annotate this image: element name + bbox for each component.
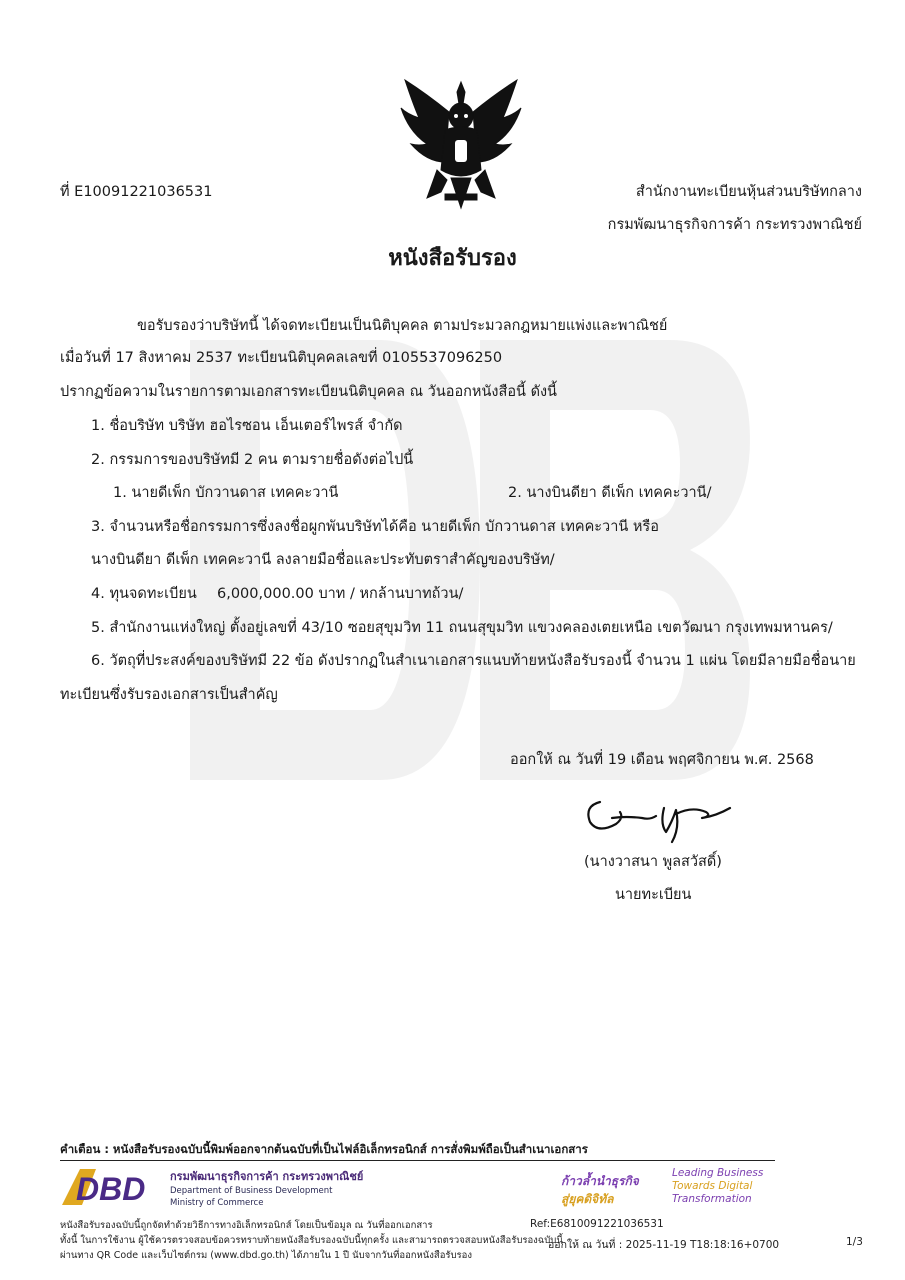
footer-note-1: หนังสือรับรองฉบับนี้ถูกจัดทำด้วยวิธีการทางอิเล็กทรอนิกส์ โดยเป็นข้อมูล ณ วันที่ออกเอกสาร <box>60 1220 433 1231</box>
document-number: ที่ E10091221036531 <box>60 184 213 200</box>
item-head-office: 5. สำนักงานแห่งใหญ่ ตั้งอยู่เลขที่ 43/10 ซอยสุขุมวิท 11 ถนนสุขุมวิท แขวงคลองเตยเหนือ เขตวัฒนา กรุงเทพมหานคร/ <box>91 620 833 636</box>
ministry-name-en: Ministry of Commerce <box>170 1198 264 1208</box>
dbd-logo-text: DBD <box>76 1171 146 1207</box>
item-objectives-cont: ทะเบียนซึ่งรับรองเอกสารเป็นสำคัญ <box>60 687 278 703</box>
warning-note: คำเตือน : หนังสือรับรองฉบับนี้พิมพ์ออกจากต้นฉบับที่เป็นไฟล์อิเล็กทรอนิกส์ การสั่งพิมพ์ถือเป็นสำเนาเอกสาร <box>60 1142 588 1156</box>
slogan-en <box>672 1167 763 1206</box>
dbd-logo <box>62 1165 162 1207</box>
item-directors: 2. กรรมการของบริษัทมี 2 คน ตามรายชื่อดังต่อไปนี้ <box>91 452 414 468</box>
registrar-name: (นางวาสนา พูลสวัสดิ์) <box>584 854 722 870</box>
issued-timestamp: ออกให้ ณ วันที่ : 2025-11-19 T18:18:16+0700 <box>548 1239 780 1251</box>
intro-line-2: เมื่อวันที่ 17 สิงหาคม 2537 ทะเบียนนิติบุคคลเลขที่ 0105537096250 <box>60 350 503 366</box>
item-capital-value: 6,000,000.00 บาท / หกล้านบาทถ้วน/ <box>217 586 464 602</box>
office-name: สำนักงานทะเบียนหุ้นส่วนบริษัทกลาง <box>635 184 862 200</box>
slogan-th-line1: ก้าวล้ำนำธุรกิจ <box>561 1174 639 1188</box>
intro-line-1: ขอรับรองว่าบริษัทนี้ ได้จดทะเบียนเป็นนิติบุคคล ตามประมวลกฎหมายแพ่งและพาณิชย์ <box>137 318 668 334</box>
page-title: หนังสือรับรอง <box>388 246 517 271</box>
dept-name-en: Department of Business Development <box>170 1186 333 1196</box>
reference-number: Ref:E6810091221036531 <box>530 1218 664 1230</box>
registrar-title: นายทะเบียน <box>615 887 692 903</box>
issue-date: ออกให้ ณ วันที่ 19 เดือน พฤศจิกายน พ.ศ. 2568 <box>510 752 814 768</box>
item-company-name: 1. ชื่อบริษัท บริษัท ฮอไรซอน เอ็นเตอร์ไพรส์ จำกัด <box>91 418 403 434</box>
item-capital-label: 4. ทุนจดทะเบียน <box>91 586 197 602</box>
footer-divider <box>60 1160 775 1161</box>
director-1: 1. นายดีเพ็ก บักวานดาส เทคคะวานี <box>113 485 339 501</box>
footer-note-2: ทั้งนี้ ในการใช้งาน ผู้ใช้ควรตรวจสอบข้อควรทราบท้ายหนังสือรับรองฉบับนี้ทุกครั้ง และสามารถตรวจสอบหนังสือรับรองฉบับนี้ <box>60 1235 563 1246</box>
slogan-th <box>561 1172 639 1208</box>
slogan-en-line2: Towards Digital <box>672 1180 753 1192</box>
dept-block <box>170 1167 363 1209</box>
registrar-signature <box>580 788 736 844</box>
slogan-th-line2: สู่ยุคดิจิทัล <box>561 1192 614 1206</box>
page-number: 1/3 <box>846 1236 863 1248</box>
garuda-emblem-icon <box>397 74 525 210</box>
slogan-en-line1: Leading Business <box>672 1167 764 1179</box>
dept-name-th: กรมพัฒนาธุรกิจการค้า กระทรวงพาณิชย์ <box>170 1170 364 1183</box>
director-2: 2. นางบินดียา ดีเพ็ก เทคคะวานี/ <box>508 485 712 501</box>
department-ministry: กรมพัฒนาธุรกิจการค้า กระทรวงพาณิชย์ <box>607 217 862 233</box>
intro-line-3: ปรากฏข้อความในรายการตามเอกสารทะเบียนนิติบุคคล ณ วันออกหนังสือนี้ ดังนี้ <box>60 384 557 400</box>
item-objectives: 6. วัตถุที่ประสงค์ของบริษัทมี 22 ข้อ ดังปรากฏในสำเนาเอกสารแนบท้ายหนังสือรับรองนี้ จำนวน 1 แผ่น โดยมีลายมือชื่อนาย <box>91 653 856 669</box>
item-authorized-signers: 3. จำนวนหรือชื่อกรรมการซึ่งลงชื่อผูกพันบริษัทได้คือ นายดีเพ็ก บักวานดาส เทคคะวานี หรือ <box>91 519 659 535</box>
footer-note-3: ผ่านทาง QR Code และเว็บไซต์กรม (www.dbd.go.th) ได้ภายใน 1 ปี นับจากวันที่ออกหนังสือรับรอง <box>60 1250 473 1261</box>
item-authorized-signers-cont: นางบินดียา ดีเพ็ก เทคคะวานี ลงลายมือชื่อและประทับตราสำคัญของบริษัท/ <box>91 552 555 568</box>
slogan-en-line3: Transformation <box>672 1193 752 1205</box>
